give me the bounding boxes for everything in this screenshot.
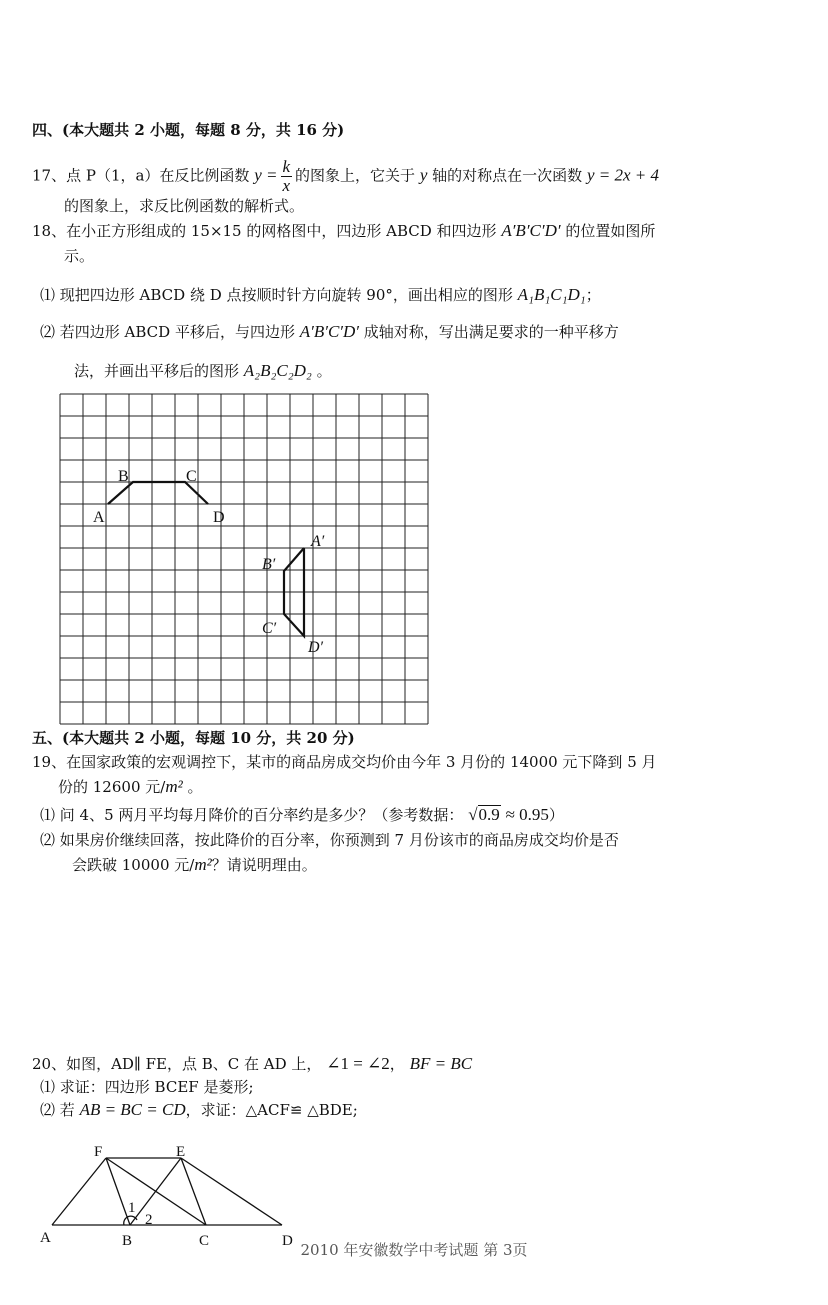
fig-label-c: C [199, 1233, 210, 1249]
q17-frac-num: k [282, 157, 291, 176]
label-a-prime: A′ [311, 533, 325, 550]
q20-text-1: 20、如图，AD∥ FE，点 B、C 在 AD 上， [32, 1055, 322, 1073]
q17-frac-den: x [282, 176, 291, 195]
q18-sub2-shape: A′B′C′D′ [299, 322, 359, 341]
fig-label-a: A [40, 1230, 51, 1246]
q20-angles: ∠1 = ∠2 [326, 1054, 390, 1073]
fig-label-angle-1: 1 [128, 1200, 136, 1216]
q19-line1: 19、在国家政策的宏观调控下，某市的商品房成交均价由今年 3 月份的 14000 元下降到 5 月 [32, 753, 657, 771]
q17-y-var: y [419, 165, 428, 185]
label-b-prime: B′ [262, 556, 276, 573]
q17-text-2: 的图象上，它关于 [295, 166, 416, 185]
q18-sub1-end: ； [585, 286, 601, 304]
label-b: B [118, 468, 129, 485]
q19-sub2-line1: ⑵ 如果房价继续回落，按此降价的百分率，你预测到 7 月份该市的商品房成交均价是否 [40, 831, 619, 849]
q17-text-1: 17、点 P（1，a）在反比例函数 [32, 166, 250, 185]
section-5-title: 五、(本大题共 2 小题，每题 10 分，共 20 分) [32, 729, 355, 747]
q19-sub1-text: ⑴ 问 4、5 两月平均每月降价的百分率约是多少？（参考数据： [40, 806, 464, 824]
page-footer: 2010 年安徽数学中考试题 第 3页 [300, 1241, 528, 1259]
q18-sub2-mid: 成轴对称，写出满足要求的一种平移方 [363, 323, 619, 341]
q17-y-eq: y = [254, 165, 278, 185]
q17-linear: y = 2x + 4 [586, 165, 660, 185]
q18-text-1: 18、在小正方形组成的 15×15 的网格图中，四边形 ABCD 和四边形 [32, 222, 497, 240]
fig-label-angle-2: 2 [145, 1212, 153, 1228]
line-ce [181, 1158, 206, 1225]
line-be [130, 1158, 181, 1225]
q18-sub2-end: 。 [316, 362, 332, 380]
label-d-prime: D′ [308, 639, 324, 656]
q19-sqrt-value: 0.9 [478, 805, 500, 824]
q19-line2-end: 。 [187, 778, 203, 796]
q20-sub2-eq: AB = BC = CD [79, 1100, 186, 1119]
q20-comma: ， [389, 1055, 405, 1073]
label-c: C [186, 468, 197, 485]
label-a: A [93, 509, 105, 526]
q19-line2-text: 份的 12600 元/ [58, 778, 166, 796]
label-c-prime: C′ [262, 620, 277, 637]
q18-sub2-shape2: A₂B₂C₂D₂ [243, 361, 312, 380]
q18-shape-prime: A′B′C′D′ [501, 221, 561, 240]
line-fb [106, 1158, 130, 1225]
q19-sub2-unit: m² [194, 855, 212, 874]
fig-label-b: B [122, 1233, 133, 1249]
q19-sqrt-sign: √ [468, 805, 478, 824]
q19-sub2-end: ？请说明理由。 [211, 856, 317, 874]
q19-sub1 [40, 805, 564, 825]
fig-label-f: F [94, 1144, 103, 1160]
label-d: D [213, 509, 225, 526]
q17-line2: 的图象上，求反比例函数的解析式。 [64, 197, 305, 215]
q20-sub1: ⑴ 求证：四边形 BCEF 是菱形; [40, 1078, 254, 1096]
fig-label-e: E [176, 1144, 186, 1160]
q20-sub2-end: ，求证：△ACF≌ △BDE; [185, 1101, 358, 1119]
fig-label-d: D [282, 1233, 293, 1249]
q18-sub1-text: ⑴ 现把四边形 ABCD 绕 D 点按顺时针方向旋转 90°，画出相应的图形 [40, 286, 513, 304]
q20-line1 [32, 1054, 472, 1074]
grid-lines [60, 394, 428, 724]
q18-sub1-shape: A₁B₁C₁D₁ [517, 285, 586, 304]
q19-sub2-text: 会跌破 10000 元/ [72, 856, 195, 874]
q17-text-3: 轴的对称点在一次函数 [432, 166, 583, 185]
q19-approx: ≈ 0.95 [505, 805, 549, 824]
quad-abcd [108, 482, 208, 504]
q18-text-2: 的位置如图所 [565, 222, 656, 240]
q20-eq: BF = BC [409, 1054, 473, 1073]
q19-line2 [58, 777, 202, 797]
q19-unit: m² [165, 777, 183, 796]
line-af [52, 1158, 106, 1225]
q20-sub2-text: ⑵ 若 [40, 1101, 75, 1119]
q18-sub2-line2-text: 法，并画出平移后的图形 [74, 362, 240, 380]
q19-sub2-line2 [72, 855, 317, 875]
q20-sub2 [40, 1100, 358, 1120]
q18-line2: 示。 [64, 247, 95, 265]
q18-sub2-text: ⑵ 若四边形 ABCD 平移后，与四边形 [40, 323, 295, 341]
section-4-title: 四、(本大题共 2 小题，每题 8 分，共 16 分) [32, 121, 345, 139]
q19-sub1-end: ） [548, 806, 564, 824]
line-ed [181, 1158, 282, 1225]
